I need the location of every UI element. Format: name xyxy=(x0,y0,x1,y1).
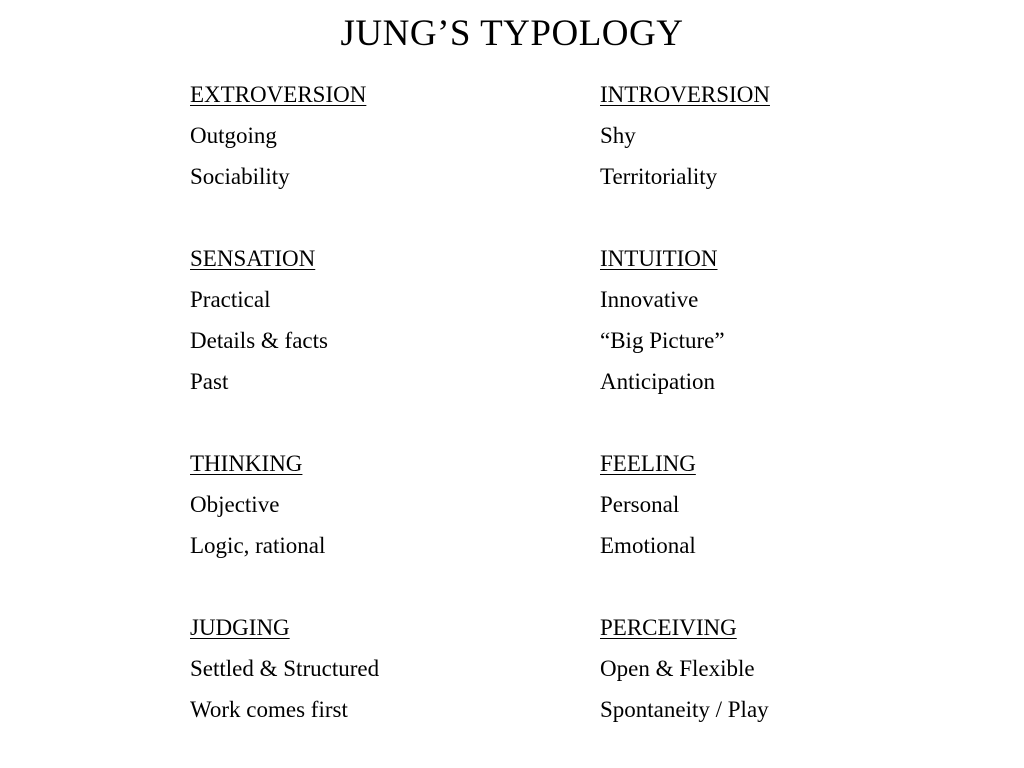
judging-trait: Work comes first xyxy=(190,697,348,722)
judging-trait: Settled & Structured xyxy=(190,656,380,681)
left-column xyxy=(190,74,379,730)
extroversion-heading: EXTROVERSION xyxy=(190,82,367,107)
thinking-trait: Logic, rational xyxy=(190,533,326,558)
spacer xyxy=(190,197,379,238)
extroversion-trait: Outgoing xyxy=(190,123,277,148)
spacer xyxy=(600,566,770,607)
feeling-heading: FEELING xyxy=(600,451,696,476)
perceiving-trait: Open & Flexible xyxy=(600,656,755,681)
sensation-trait: Details & facts xyxy=(190,328,328,353)
spacer xyxy=(190,402,379,443)
spacer xyxy=(600,197,770,238)
sensation-heading: SENSATION xyxy=(190,246,316,271)
introversion-heading: INTROVERSION xyxy=(600,82,770,107)
introversion-trait: Shy xyxy=(600,123,636,148)
introversion-trait: Territoriality xyxy=(600,164,718,189)
extroversion-trait: Sociability xyxy=(190,164,290,189)
intuition-heading: INTUITION xyxy=(600,246,718,271)
spacer xyxy=(600,402,770,443)
sensation-trait: Practical xyxy=(190,287,271,312)
feeling-trait: Personal xyxy=(600,492,680,517)
intuition-trait: Innovative xyxy=(600,287,699,312)
sensation-trait: Past xyxy=(190,369,229,394)
thinking-heading: THINKING xyxy=(190,451,303,476)
feeling-trait: Emotional xyxy=(600,533,696,558)
intuition-trait: Anticipation xyxy=(600,369,715,394)
slide-title: JUNG’S TYPOLOGY xyxy=(340,13,684,54)
right-column xyxy=(600,74,770,730)
judging-heading: JUDGING xyxy=(190,615,290,640)
intuition-trait: “Big Picture” xyxy=(600,328,725,353)
thinking-trait: Objective xyxy=(190,492,280,517)
perceiving-trait: Spontaneity / Play xyxy=(600,697,769,722)
perceiving-heading: PERCEIVING xyxy=(600,615,737,640)
spacer xyxy=(190,566,379,607)
